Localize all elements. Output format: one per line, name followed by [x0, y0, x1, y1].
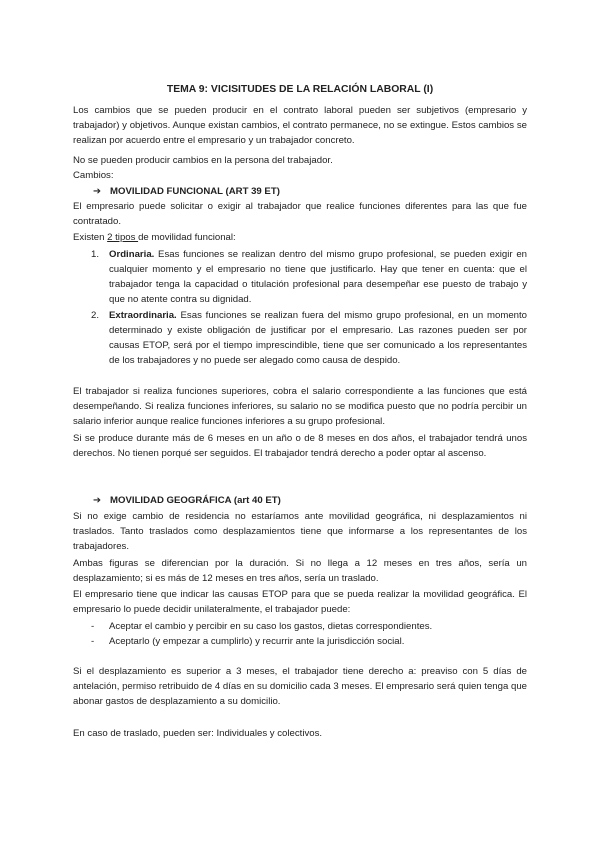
changes-label: Cambios:: [73, 170, 114, 181]
geografica-paragraph-2: Ambas figuras se diferencian por la duración. Si no llega a 12 meses en tres años, sería un desplazamiento; si es más de 12 meses en tres años, sería un traslado.: [73, 558, 527, 584]
funcional-paragraph-3: Si se produce durante más de 6 meses en un año o de 8 meses en dos años, el trabajador tendrá unos derechos. No tienen porqué ser seguidos. El trabajador tendrá derecho a poder optar al ascenso.: [73, 433, 527, 459]
intro-paragraph: Los cambios que se pueden producir en el contrato laboral pueden ser subjetivos (empresario y trabajador) y objetivos. Aunque existan cambios, el contrato permanece, no se extingue. Estos cambios se realizan por acuerdo entre el empresario y un trabajador concreto.: [73, 105, 527, 146]
list-item-number: 1.: [91, 249, 100, 260]
section-heading-funcional: [93, 184, 280, 199]
list-item-term: Ordinaria.: [109, 249, 155, 260]
tipos-line: [73, 230, 236, 245]
geografica-paragraph-3: El empresario tiene que indicar las causas ETOP para que se pueda realizar la movilidad geográfica. El empresario lo puede decidir unilateralmente, el trabajador puede:: [73, 589, 527, 615]
page-title: TEMA 9: VICISITUDES DE LA RELACIÓN LABORAL (I): [166, 84, 434, 95]
geografica-paragraph-1: Si no exige cambio de residencia no estaríamos ante movilidad geográfica, ni desplazamientos ni traslados. Tanto traslados como desplazamientos tiene que informarse a los representantes de los trabajadores.: [73, 511, 527, 552]
bullet-item: Aceptarlo (y empezar a cumplirlo) y recurrir ante la jurisdicción social.: [109, 636, 405, 647]
bullet-dash: -: [91, 621, 95, 632]
arrow-right-icon: ➔: [93, 186, 102, 197]
list-item-text: Esas funciones se realizan dentro del mismo grupo profesional, se pueden exigir en cualquier momento y el empresario no tiene que justificarlo. Hay que tener en cuenta: que el trabajador tenga la capacidad o titulación profesional para desempeñar ese puesto de trabajo y que no atente contra su dignidad.: [109, 249, 527, 305]
tipos-suffix: de movilidad funcional:: [138, 232, 236, 243]
funcional-paragraph-1: El empresario puede solicitar o exigir al trabajador que realice funciones diferentes para las que fue contratado.: [73, 201, 527, 227]
bullet-dash: -: [91, 636, 95, 647]
tipos-underlined: 2 tipos: [107, 232, 139, 243]
geografica-paragraph-5: En caso de traslado, pueden ser: Individuales y colectivos.: [73, 728, 323, 739]
funcional-paragraph-2: El trabajador si realiza funciones superiores, cobra el salario correspondiente a las funciones que está desempeñando. Si realiza funciones inferiores, su salario no se modifica puesto que no podría percibir un salario inferior aunque realice funciones inferiores a su grupo profesional.: [73, 386, 527, 427]
list-item-text: Esas funciones se realizan fuera del mismo grupo profesional, en un momento determinado y existe obligación de justificar por el empresario. Las razones pueden ser por causas ETOP, será por el tiempo imprescindible, tiene que ser comunicado a los representantes de los trabajadores y no puede ser alegado como causa de despido.: [109, 310, 527, 366]
bullet-item: Aceptar el cambio y percibir en su caso los gastos, dietas correspondientes.: [109, 621, 433, 632]
section-heading-text: MOVILIDAD FUNCIONAL (ART 39 ET): [110, 186, 280, 197]
list-item-number: 2.: [91, 310, 100, 321]
geografica-paragraph-4: Si el desplazamiento es superior a 3 meses, el trabajador tiene derecho a: preaviso con 5 días de antelación, permiso retribuido de 4 días en su domicilio cada 3 meses. El empresario será quien tenga que abonar gastos de desplazamiento a su domicilio.: [73, 666, 527, 707]
arrow-right-icon: ➔: [93, 495, 102, 506]
tipos-prefix: Existen: [73, 232, 108, 243]
list-item-extraordinaria: [109, 308, 527, 368]
section-heading-geografica: [93, 493, 281, 508]
section-heading-text: MOVILIDAD GEOGRÁFICA (art 40 ET): [110, 495, 281, 506]
no-changes-line: No se pueden producir cambios en la persona del trabajador.: [73, 155, 333, 166]
list-item-ordinaria: [109, 247, 527, 307]
list-item-term: Extraordinaria.: [109, 310, 177, 321]
